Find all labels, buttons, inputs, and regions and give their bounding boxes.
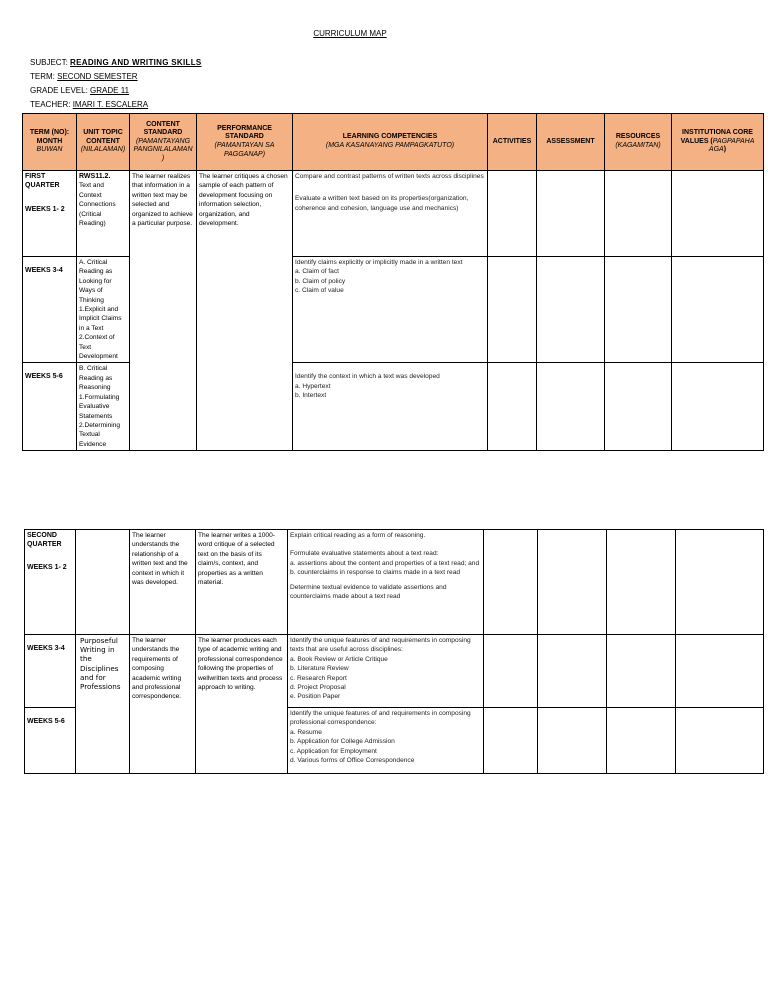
competency-text: Compare and contrast patterns of written texts across disciplines — [295, 173, 484, 180]
teacher-value: IMARI T. ESCALERA — [72, 100, 149, 109]
competency-text: Identify the context in which a text was developed a. Hypertext b. Intertext — [295, 373, 440, 400]
weeks-label: WEEKS 1- 2 — [27, 563, 67, 571]
header-unit: UNIT TOPIC CONTENT (NILALAMAN) — [77, 114, 130, 171]
header-competencies: LEARNING COMPETENCIES (MGA KASANAYANG PAMPAGKATUTO) — [293, 114, 488, 171]
activities-cell — [484, 635, 538, 708]
header-resources: RESOURCES (KAGAMITAN) — [605, 114, 672, 171]
values-cell — [676, 530, 764, 635]
header-content-sub: (PAMANTAYANG PANGNILALAMAN ) — [133, 137, 193, 162]
assessment-cell — [538, 708, 607, 774]
competency-cell — [288, 530, 484, 635]
content-standard-cell: The learner understands the relationship of a written text and the context in which it was developed. — [130, 530, 196, 635]
competency-text: Formulate evaluative statements about a text read: a. assertions about the content and properties of a text read; and b. counterclaims in response to claims made in a text read — [290, 550, 480, 577]
grade-value: GRADE 11 — [90, 86, 130, 95]
term-cell — [23, 363, 77, 451]
performance-standard-cell: The learner writes a 1000-word critique of a selected text on the basis of its claim/s, context, and properties as a written material. — [196, 530, 288, 635]
unit-cell: B. Critical Reading as Reasoning 1.Formulating Evaluative Statements 2.Determining Textual Evidence — [77, 363, 130, 451]
values-cell — [676, 635, 764, 708]
quarter-label: SECOND QUARTER — [27, 532, 62, 549]
activities-cell — [484, 708, 538, 774]
competency-cell: Identify the unique features of and requirements in composing professional correspondence: a. Resume b. Application for College Admission c. Application for Employment d. Various forms of Office Correspondence — [288, 708, 484, 774]
grade-label: GRADE LEVEL: — [30, 86, 88, 95]
header-unit-sub: (NILALAMAN) — [80, 146, 126, 154]
document-title: CURRICULUM MAP — [313, 29, 387, 38]
header-term-sub: BUWAN — [36, 146, 63, 154]
weeks-label: WEEKS 3-4 — [25, 267, 63, 274]
performance-standard-cell: The learner produces each type of academic writing and professional correspondence following the properties of wellwritten texts and process approach to writing. — [196, 635, 288, 708]
competency-cell — [293, 171, 488, 257]
subject-line — [30, 58, 202, 67]
assessment-cell — [538, 635, 607, 708]
performance-standard-cell — [196, 708, 288, 774]
unit-cell — [76, 530, 130, 635]
header-assessment: ASSESSMENT — [537, 114, 605, 171]
activities-cell — [488, 363, 537, 451]
header-competencies-sub: (MGA KASANAYANG PAMPAGKATUTO) — [325, 142, 455, 149]
subject-label: SUBJECT: — [30, 58, 68, 67]
weeks-label: WEEKS 5-6 — [25, 373, 63, 381]
content-standard-cell: The learner understands the requirements of composing academic writing and professional correspondence. — [130, 635, 196, 708]
competency-text: Explain critical reading as a form of reasoning. — [290, 532, 426, 539]
resources-cell — [605, 257, 672, 363]
header-row — [23, 114, 764, 171]
values-cell — [672, 257, 764, 363]
competency-text: Evaluate a written text based on its properties(organization, coherence and cohesion, language use and mechanics) — [295, 195, 469, 212]
header-performance-sub: (PAMANTAYAN SA PAGGANAP) — [214, 142, 275, 158]
header-resources-sub: (KAGAMITAN) — [615, 142, 661, 149]
teacher-label: TEACHER: — [30, 100, 71, 109]
unit-cell: Purposeful Writing in the Disciplines and for Professions — [76, 635, 130, 708]
term-cell — [23, 171, 77, 257]
term-value: SECOND SEMESTER — [57, 72, 138, 81]
second-quarter-table — [24, 529, 764, 774]
term-label: TERM: — [30, 72, 55, 81]
content-standard-cell: The learner realizes that information in a written text may be selected and organized to achieve a particular purpose. — [130, 171, 197, 451]
content-standard-cell — [130, 708, 196, 774]
unit-cell — [76, 708, 130, 774]
subject-value: READING AND WRITING SKILLS — [70, 58, 202, 67]
header-activities: ACTIVITIES — [488, 114, 537, 171]
weeks-label: WEEKS 5-6 — [27, 718, 65, 725]
unit-code: RWS11.2. — [79, 173, 111, 180]
header-values: INSTITUTIONA CORE VALUES (PAGPAPAHA AGA) — [672, 114, 764, 171]
term-cell — [25, 530, 76, 635]
quarter-label: FIRST QUARTER — [25, 173, 60, 190]
grade-line — [30, 86, 129, 95]
resources-cell — [607, 635, 676, 708]
term-cell — [25, 635, 76, 708]
weeks-label: WEEKS 3-4 — [27, 645, 65, 652]
competency-cell — [293, 363, 488, 451]
performance-standard-cell: The learner critiques a chosen sample of each pattern of development focusing on information selection, organization, and development. — [197, 171, 293, 451]
competency-cell: Identify the unique features of and requirements in composing texts that are useful across disciplines: a. Book Review or Article Critique b. Literature Review c. Research Report d. Project Proposal e. Position Paper — [288, 635, 484, 708]
term-line — [30, 72, 138, 81]
resources-cell — [605, 363, 672, 451]
header-performance: PERFORMANCE STANDARD (PAMANTAYAN SA PAGGANAP) — [197, 114, 293, 171]
assessment-cell — [538, 530, 607, 635]
table-row — [25, 530, 764, 635]
resources-cell — [605, 171, 672, 257]
table-row — [25, 635, 764, 708]
weeks-label: WEEKS 1- 2 — [25, 205, 65, 213]
term-cell — [25, 708, 76, 774]
competency-text: Determine textual evidence to validate assertions and counterclaims made about a text read — [290, 583, 447, 601]
values-cell — [672, 363, 764, 451]
activities-cell — [484, 530, 538, 635]
unit-cell: A. Critical Reading as Looking for Ways of Thinking 1.Explicit and Implicit Claims in a Text 2.Context of Text Development — [77, 257, 130, 363]
header-term: TERM (NO): MONTH BUWAN — [23, 114, 77, 171]
activities-cell — [488, 257, 537, 363]
resources-cell — [607, 708, 676, 774]
term-cell — [23, 257, 77, 363]
first-quarter-table — [22, 113, 764, 451]
values-cell — [676, 708, 764, 774]
teacher-line — [30, 100, 148, 109]
resources-cell — [607, 530, 676, 635]
competency-cell: Identify claims explicitly or implicitly made in a written text a. Claim of fact b. Claim of policy c. Claim of value — [293, 257, 488, 363]
assessment-cell — [537, 363, 605, 451]
assessment-cell — [537, 171, 605, 257]
unit-cell — [77, 171, 130, 257]
activities-cell — [488, 171, 537, 257]
assessment-cell — [537, 257, 605, 363]
unit-topic: Text and Context Connections (Critical Reading) — [79, 182, 116, 228]
values-cell — [672, 171, 764, 257]
header-values-sub: PAGPAPAHA AGA — [708, 137, 755, 154]
table-row — [23, 171, 764, 257]
header-content: CONTENT STANDARD (PAMANTAYANG PANGNILALAMAN ) — [130, 114, 197, 171]
table-row — [25, 708, 764, 774]
